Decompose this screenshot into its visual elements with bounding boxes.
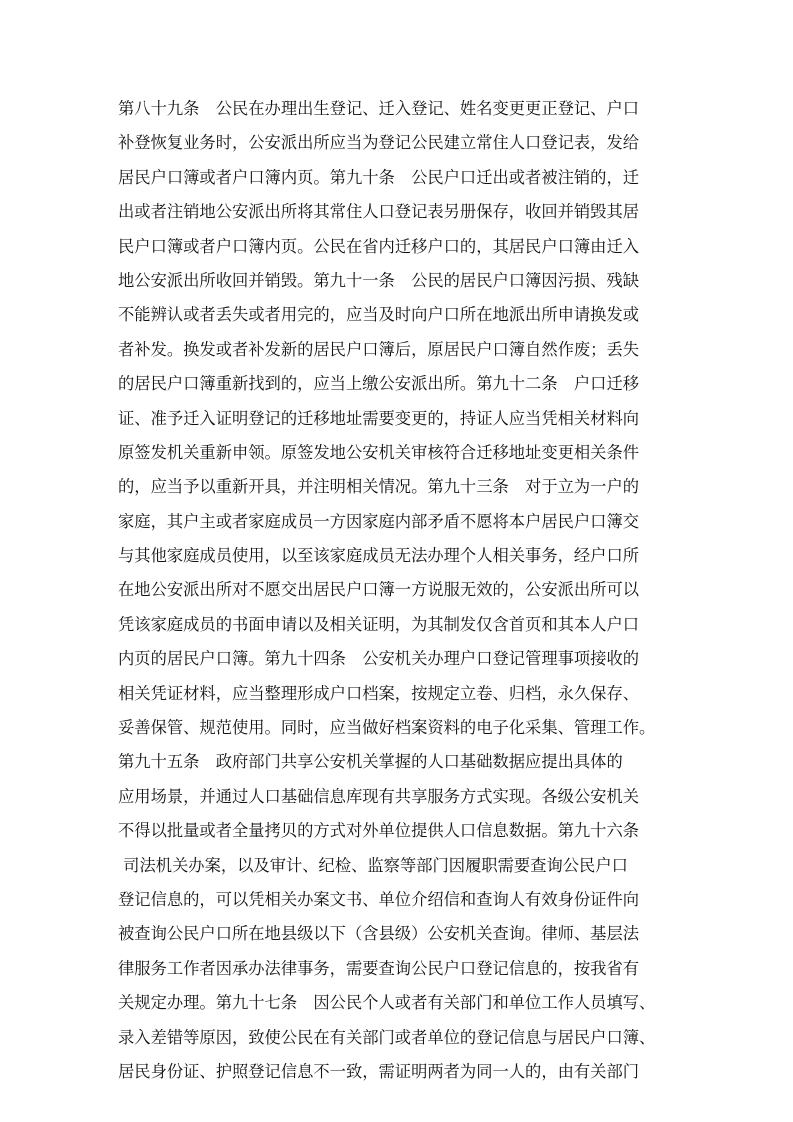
text-line: 凭该家庭成员的书面申请以及相关证明，为其制发仅含首页和其本人户口 (118, 614, 640, 634)
text-line: 登记信息的，可以凭相关办案文书、单位介绍信和查询人有效身份证件向 (118, 889, 640, 909)
text-line: 第八十九条 公民在办理出生登记、迁入登记、姓名变更更正登记、户口 (118, 99, 640, 118)
text-line: 原签发机关重新申领。原签发地公安机关审核符合迁移地址变更相关条件 (118, 442, 640, 462)
text-line: 律服务工作者因承办法律事务，需要查询公民户口登记信息的，按我省有 (118, 958, 640, 978)
text-line: 妥善保管、规范使用。同时，应当做好档案资料的电子化采集、管理工作。 (118, 718, 656, 738)
text-line: 者补发。换发或者补发新的居民户口簿后，原居民户口簿自然作废；丢失 (118, 339, 640, 359)
text-line: 关规定办理。第九十七条 因公民个人或者有关部门和单位工作人员填写、 (118, 993, 656, 1013)
text-line: 不能辨认或者丢失或者用完的，应当及时向户口所在地派出所申请换发或 (118, 305, 640, 325)
text-line: 补登恢复业务时，公安派出所应当为登记公民建立常住人口登记表，发给 (118, 133, 640, 153)
text-line: 的，应当予以重新开具，并注明相关情况。第九十三条 对于立为一户的 (118, 477, 640, 497)
text-line: 被查询公民户口所在地县级以下（含县级）公安机关查询。律师、基层法 (118, 924, 640, 944)
text-line: 第九十五条 政府部门共享公安机关掌握的人口基础数据应提出具体的 (118, 752, 623, 772)
text-line: 内页的居民户口簿。第九十四条 公安机关办理户口登记管理事项接收的 (118, 649, 640, 669)
text-line: 相关凭证材料，应当整理形成户口档案，按规定立卷、归档，永久保存、 (118, 683, 640, 703)
text-line: 出或者注销地公安派出所将其常住人口登记表另册保存，收回并销毁其居 (118, 202, 640, 222)
text-line: 应用场景，并通过人口基础信息库现有共享服务方式实现。各级公安机关 (118, 786, 640, 806)
text-line: 证、准予迁入证明登记的迁移地址需要变更的，持证人应当凭相关材料向 (118, 408, 640, 428)
text-line: 不得以批量或者全量拷贝的方式对外单位提供人口信息数据。第九十六条 (118, 821, 640, 841)
text-line: 录入差错等原因，致使公民在有关部门或者单位的登记信息与居民户口簿、 (118, 1027, 656, 1047)
text-line: 居民身份证、护照登记信息不一致，需证明两者为同一人的，由有关部门 (118, 1061, 640, 1081)
text-line: 地公安派出所收回并销毁。第九十一条 公民的居民户口簿因污损、残缺 (118, 270, 640, 290)
text-line: 家庭，其户主或者家庭成员一方因家庭内部矛盾不愿将本户居民户口簿交 (118, 511, 640, 531)
text-line: 在地公安派出所对不愿交出居民户口簿一方说服无效的，公安派出所可以 (118, 580, 640, 600)
text-line: 民户口簿或者户口簿内页。公民在省内迁移户口的，其居民户口簿由迁入 (118, 236, 640, 256)
text-line: 居民户口簿或者户口簿内页。第九十条 公民户口迁出或者被注销的，迁 (118, 167, 640, 187)
document-body (118, 92, 678, 1089)
text-line: 司法机关办案，以及审计、纪检、监察等部门因履职需要查询公民户口 (118, 855, 628, 875)
text-line: 与其他家庭成员使用，以至该家庭成员无法办理个人相关事务，经户口所 (118, 546, 640, 566)
text-line: 的居民户口簿重新找到的，应当上缴公安派出所。第九十二条 户口迁移 (118, 374, 640, 394)
